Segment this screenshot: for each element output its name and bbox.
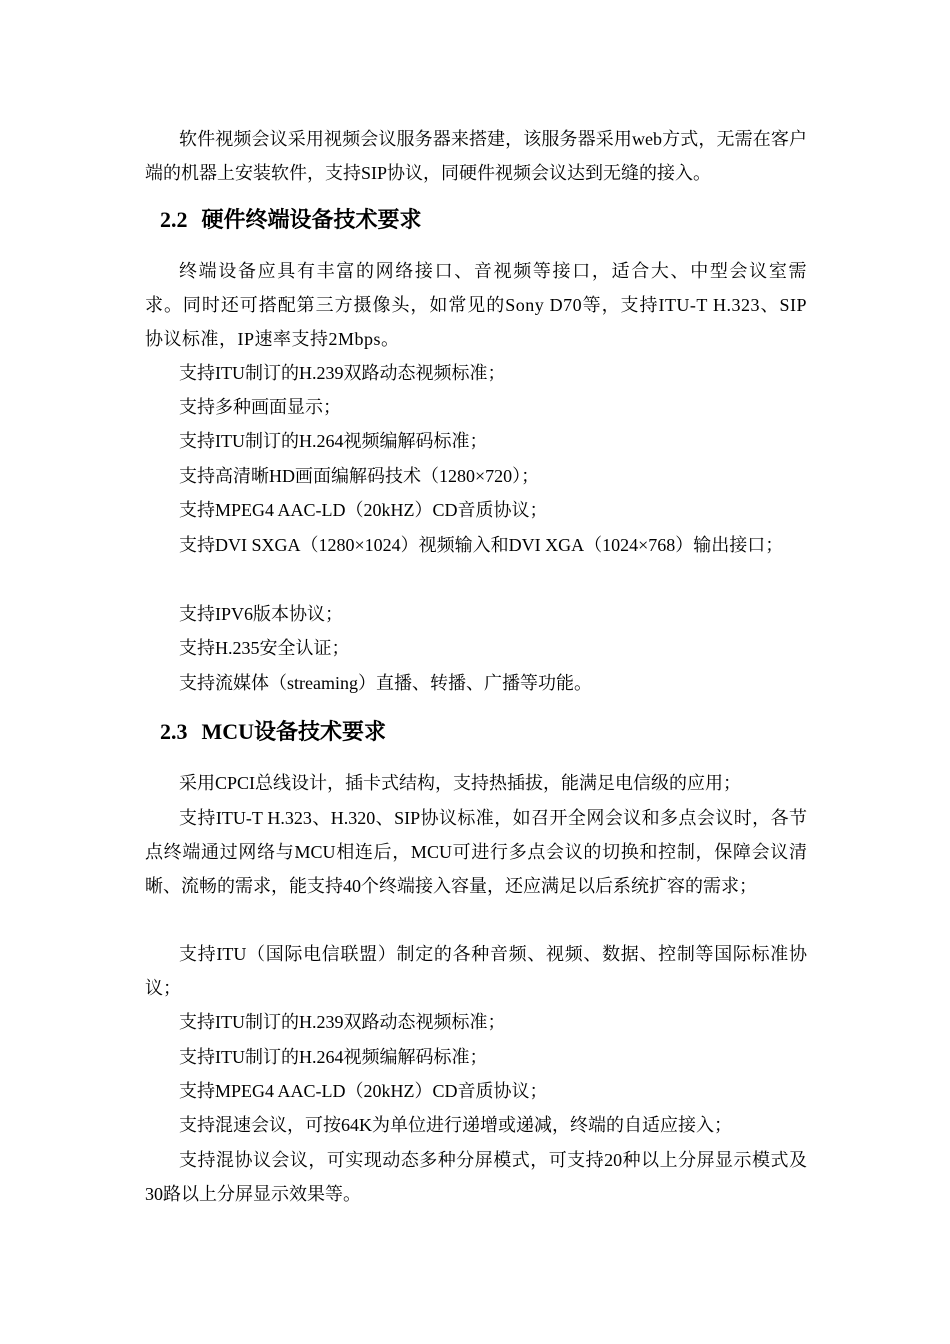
list-item: 支持MPEG4 AAC-LD（20kHZ）CD音质协议； [179, 1081, 548, 1101]
list-item: 支持ITU制订的H.264视频编解码标准； [179, 1047, 488, 1067]
section-heading-2-2 [160, 203, 422, 237]
list-item: 支持IPV6版本协议； [179, 604, 344, 624]
list-item: 支持多种画面显示； [179, 397, 341, 417]
list-item: 支持混速会议，可按64K为单位进行递增或递减，终端的自适应接入； [179, 1115, 732, 1135]
list-item: 支持H.235安全认证； [179, 638, 350, 658]
section-number: 2.2 [160, 207, 188, 232]
list-item: 支持MPEG4 AAC-LD（20kHZ）CD音质协议； [179, 500, 548, 520]
section-title: MCU设备技术要求 [201, 719, 387, 744]
list-item: 支持ITU制订的H.239双路动态视频标准； [179, 1012, 506, 1032]
intro-paragraph: 软件视频会议采用视频会议服务器来搭建，该服务器采用web方式，无需在客户端的机器上安装软件，支持SIP协议，同硬件视频会议达到无缝的接入。 [145, 129, 807, 183]
section-heading-2-3 [160, 715, 386, 749]
list-item: 支持ITU制订的H.264视频编解码标准； [179, 431, 488, 451]
list-item: 支持高清晰HD画面编解码技术（1280×720）； [179, 466, 540, 486]
list-item: 支持ITU-T H.323、H.320、SIP协议标准，如召开全网会议和多点会议时，各节点终端通过网络与MCU相连后，MCU可进行多点会议的切换和控制，保障会议清晰、流畅的需求，能支持40个终端接入容量，还应满足以后系统扩容的需求； [145, 808, 807, 896]
paragraph: 终端设备应具有丰富的网络接口、音视频等接口，适合大、中型会议室需求。同时还可搭配第三方摄像头，如常见的Sony D70等，支持ITU-T H.323、SIP协议标准，IP速率支持2Mbps。 [145, 261, 807, 349]
list-item: 支持DVI SXGA（1280×1024）视频输入和DVI XGA（1024×768）输出接口； [179, 535, 784, 555]
list-item: 采用CPCI总线设计，插卡式结构，支持热插拔，能满足电信级的应用； [179, 773, 742, 793]
section-number: 2.3 [160, 719, 188, 744]
list-item: 支持ITU制订的H.239双路动态视频标准； [179, 363, 506, 383]
list-item: 支持流媒体（streaming）直播、转播、广播等功能。 [179, 673, 592, 693]
list-item: 支持混协议会议，可实现动态多种分屏模式，可支持20种以上分屏显示模式及30路以上分屏显示效果等。 [145, 1150, 807, 1204]
list-item: 支持ITU（国际电信联盟）制定的各种音频、视频、数据、控制等国际标准协议； [145, 944, 807, 998]
section-title: 硬件终端设备技术要求 [201, 207, 422, 232]
